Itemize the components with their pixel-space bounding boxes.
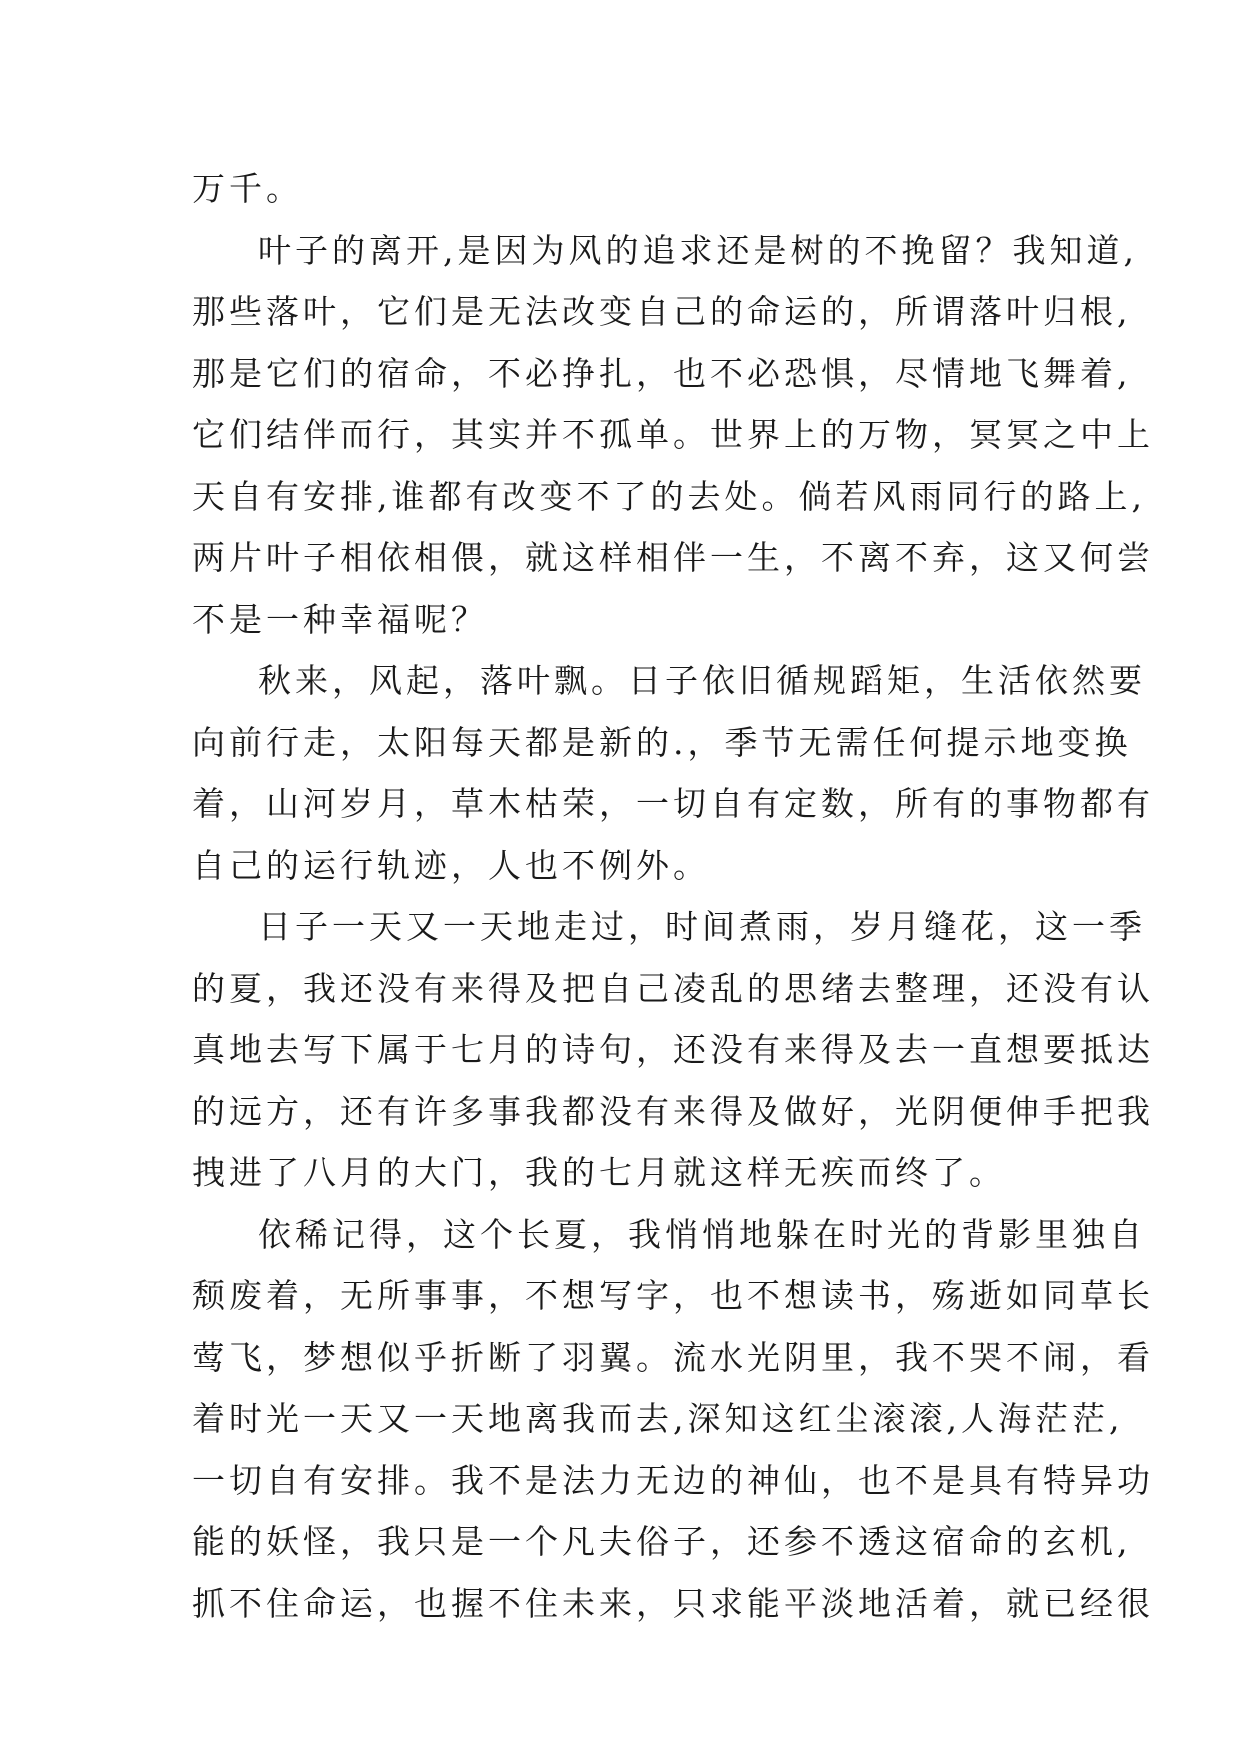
text-line: 自己的运行轨迹，人也不例外。 [192, 845, 710, 885]
text-line: 莺飞，梦想似乎折断了羽翼。流水光阴里，我不哭不闹，看 [192, 1337, 1154, 1377]
text-line: 那些落叶，它们是无法改变自己的命运的，所谓落叶归根, [192, 292, 1132, 331]
paragraph-start-line: 依稀记得，这个长夏，我悄悄地躲在时光的背影里独自 [258, 1214, 1146, 1254]
text-line: 那是它们的宿命，不必挣扎，也不必恐惧，尽情地飞舞着, [192, 353, 1132, 393]
text-line: 的夏，我还没有来得及把自己凌乱的思绪去整理，还没有认 [192, 968, 1154, 1008]
text-line: 颓废着，无所事事，不想写字，也不想读书，殇逝如同草长 [192, 1276, 1154, 1315]
text-line: 万千。 [192, 169, 303, 208]
text-line: 一切自有安排。我不是法力无边的神仙，也不是具有特异功 [192, 1460, 1154, 1500]
paragraph-start-line: 叶子的离开,是因为风的追求还是树的不挽留？我知道, [258, 230, 1138, 270]
paragraph-start-line: 秋来，风起，落叶飘。日子依旧循规蹈矩，生活依然要 [258, 661, 1146, 700]
text-line: 着时光一天又一天地离我而去,深知这红尘滚滚,人海茫茫, [192, 1399, 1124, 1438]
text-line: 抓不住命运，也握不住未来，只求能平淡地活着，就已经很 [192, 1583, 1154, 1623]
text-line: 向前行走，太阳每天都是新的.，季节无需任何提示地变换 [192, 722, 1132, 762]
text-line: 两片叶子相依相偎，就这样相伴一生，不离不弃，这又何尝 [192, 538, 1154, 577]
text-line: 着，山河岁月，草木枯荣，一切自有定数，所有的事物都有 [192, 784, 1154, 823]
text-line: 的远方，还有许多事我都没有来得及做好，光阴便伸手把我 [192, 1091, 1154, 1131]
text-line: 能的妖怪，我只是一个凡夫俗子，还参不透这宿命的玄机, [192, 1522, 1132, 1561]
text-line: 拽进了八月的大门，我的七月就这样无疾而终了。 [192, 1153, 1006, 1192]
text-line: 不是一种幸福呢？ [192, 599, 488, 639]
text-line: 它们结伴而行，其实并不孤单。世界上的万物，冥冥之中上 [192, 415, 1154, 454]
text-line: 天自有安排,谁都有改变不了的去处。倘若风雨同行的路上, [192, 476, 1146, 516]
body-text [192, 158, 1154, 1634]
text-line: 真地去写下属于七月的诗句，还没有来得及去一直想要抵达 [192, 1030, 1154, 1069]
paragraph-start-line: 日子一天又一天地走过，时间煮雨，岁月缝花，这一季 [258, 907, 1146, 946]
